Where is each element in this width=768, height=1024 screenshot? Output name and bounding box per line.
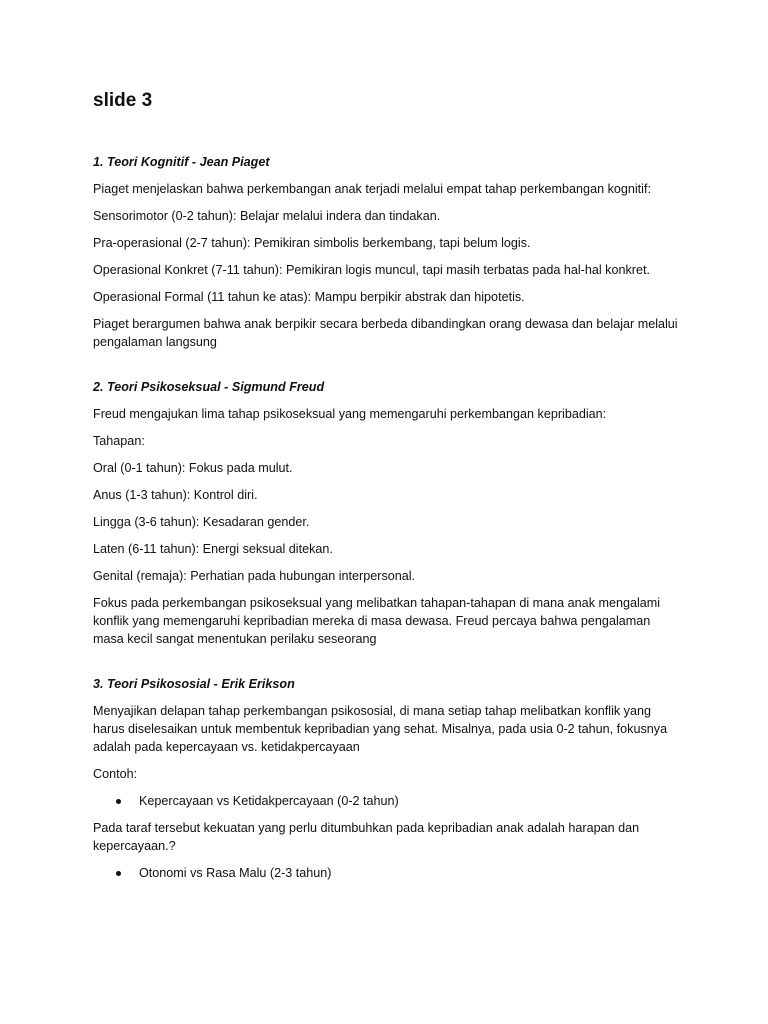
section-erikson xyxy=(93,675,683,882)
section-heading: 2. Teori Psikoseksual - Sigmund Freud xyxy=(93,380,325,394)
bullet-list xyxy=(93,792,683,810)
paragraph: Anus (1-3 tahun): Kontrol diri. xyxy=(93,488,258,502)
list-item-text: Kepercayaan vs Ketidakpercayaan (0-2 tahun) xyxy=(139,794,399,808)
example-label: Contoh: xyxy=(93,767,138,781)
section-spacer xyxy=(93,360,683,378)
paragraph: Piaget berargumen bahwa anak berpikir secara berbeda dibandingkan orang dewasa dan belajar melalui pengalaman langsung xyxy=(93,317,678,349)
section-piaget xyxy=(93,153,683,351)
paragraph: Genital (remaja): Perhatian pada hubungan interpersonal. xyxy=(93,569,416,583)
list-item xyxy=(93,792,683,810)
paragraph: Laten (6-11 tahun): Energi seksual ditekan. xyxy=(93,542,333,556)
paragraph: Lingga (3-6 tahun): Kesadaran gender. xyxy=(93,515,310,529)
paragraph: Pada taraf tersebut kekuatan yang perlu ditumbuhkan pada kepribadian anak adalah harapan dan kepercayaan.? xyxy=(93,821,640,853)
paragraph: Oral (0-1 tahun): Fokus pada mulut. xyxy=(93,461,293,475)
paragraph: Freud mengajukan lima tahap psikoseksual yang memengaruhi perkembangan kepribadian: xyxy=(93,407,607,421)
document-page xyxy=(93,88,683,891)
list-item-text: Otonomi vs Rasa Malu (2-3 tahun) xyxy=(139,866,332,880)
list-item xyxy=(93,864,683,882)
bullet-icon xyxy=(116,799,121,804)
paragraph: Tahapan: xyxy=(93,434,145,448)
paragraph: Operasional Formal (11 tahun ke atas): Mampu berpikir abstrak dan hipotetis. xyxy=(93,290,525,304)
section-heading: 3. Teori Psikososial - Erik Erikson xyxy=(93,677,295,691)
bullet-icon xyxy=(116,871,121,876)
section-spacer xyxy=(93,657,683,675)
paragraph: Fokus pada perkembangan psikoseksual yang melibatkan tahapan-tahapan di mana anak mengalami konflik yang memengaruhi kepribadian mereka di masa dewasa. Freud percaya bahwa pengalaman masa kecil sangat menentukan perilaku seseorang xyxy=(93,596,661,646)
document-title: slide 3 xyxy=(93,90,153,111)
paragraph: Sensorimotor (0-2 tahun): Belajar melalui indera dan tindakan. xyxy=(93,209,441,223)
paragraph: Menyajikan delapan tahap perkembangan psikososial, di mana setiap tahap melibatkan konflik yang harus diselesaikan untuk membentuk kepribadian yang sehat. Misalnya, pada usia 0-2 tahun, fokusnya adalah pada kepercayaan vs. ketidakpercayaan xyxy=(93,704,668,754)
bullet-list xyxy=(93,864,683,882)
section-heading: 1. Teori Kognitif - Jean Piaget xyxy=(93,155,270,169)
paragraph: Piaget menjelaskan bahwa perkembangan anak terjadi melalui empat tahap perkembangan kognitif: xyxy=(93,182,651,196)
section-freud xyxy=(93,378,683,648)
paragraph: Operasional Konkret (7-11 tahun): Pemikiran logis muncul, tapi masih terbatas pada hal-hal konkret. xyxy=(93,263,650,277)
paragraph: Pra-operasional (2-7 tahun): Pemikiran simbolis berkembang, tapi belum logis. xyxy=(93,236,531,250)
